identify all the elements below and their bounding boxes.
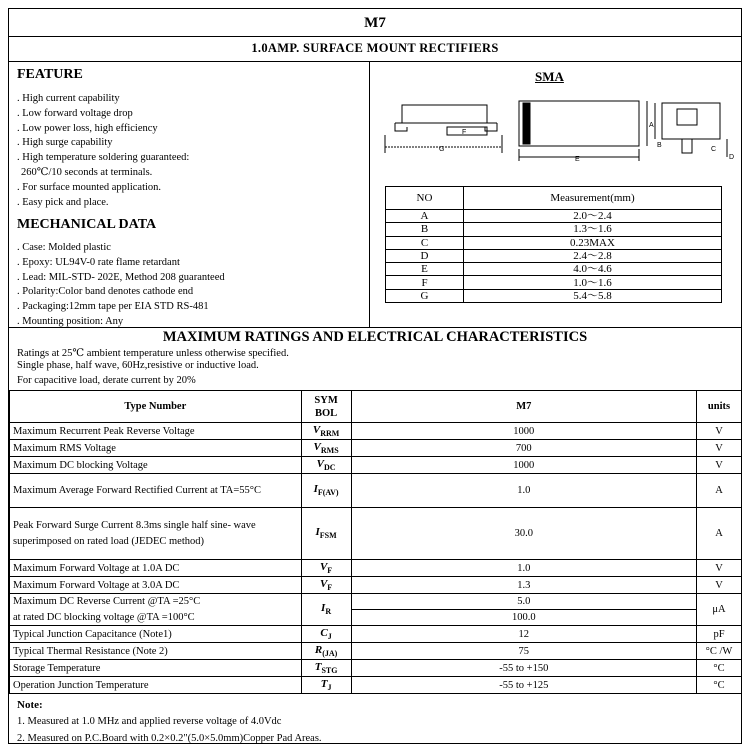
package-title: SMA: [535, 69, 564, 84]
table-row: [10, 660, 742, 677]
mechanical-list: [17, 241, 225, 330]
top-view: [519, 101, 647, 161]
symbol-subscript: RRM: [320, 429, 340, 439]
mechanical-item: . Mounting position: Any: [17, 315, 124, 327]
unit-cell: °C /W: [697, 643, 742, 660]
table-row: [386, 289, 722, 302]
symbol-subscript: F: [327, 583, 333, 593]
unit-cell: A: [697, 474, 742, 508]
page-title: M7: [364, 15, 386, 31]
value-cell: 1000: [351, 457, 696, 474]
dim-value: 2.0～2.4: [464, 210, 722, 223]
dim-no: G: [386, 289, 464, 302]
feature-item: . Easy pick and place.: [17, 196, 109, 208]
table-row: [10, 626, 742, 643]
symbol-subscript: FSM: [319, 531, 337, 541]
symbol-subscript: J: [327, 632, 332, 642]
symbol-letter: I: [321, 602, 326, 615]
symbol-cell: [301, 440, 351, 457]
symbol-cell: [301, 677, 351, 694]
dim-label-b: B: [657, 142, 662, 149]
table-row: [10, 577, 742, 594]
param-cell: at rated DC blocking voltage @TA =100°C: [10, 610, 302, 626]
divider: [9, 36, 741, 37]
unit-cell: V: [697, 440, 742, 457]
dim-no: F: [386, 276, 464, 289]
table-row: [10, 423, 742, 440]
section-divider: [369, 61, 370, 327]
table-row: [386, 236, 722, 249]
param-cell: Typical Thermal Resistance (Note 2): [10, 643, 302, 660]
mechanical-item: . Polarity:Color band denotes cathode end: [17, 286, 194, 298]
symbol-letter: I: [313, 483, 318, 496]
mechanical-item: . Packaging:12mm tape per EIA STD RS-481: [17, 301, 209, 313]
package-outline-diagram: [377, 89, 737, 171]
dim-value: 4.0～4.6: [464, 263, 722, 276]
value-cell: 100.0: [351, 610, 696, 626]
unit-cell: V: [697, 457, 742, 474]
divider: [9, 61, 741, 62]
table-row-reverse-current: [10, 594, 742, 610]
unit-cell: A: [697, 508, 742, 560]
dim-label-f: F: [462, 129, 467, 136]
symbol-letter: T: [314, 660, 322, 673]
dim-label-e: E: [575, 156, 580, 163]
feature-item: . Low power loss, high efficiency: [17, 122, 158, 134]
unit-cell: V: [697, 423, 742, 440]
param-cell: Typical Junction Capacitance (Note1): [10, 626, 302, 643]
header-type: Type Number: [10, 391, 302, 423]
dim-no: B: [386, 223, 464, 236]
feature-heading: FEATURE: [17, 67, 83, 82]
feature-item: 260℃/10 seconds at terminals.: [21, 166, 153, 178]
dim-label-c: C: [711, 146, 717, 153]
symbol-subscript: J: [327, 683, 332, 693]
table-row: [386, 276, 722, 289]
dim-value: 0.23MAX: [464, 236, 722, 249]
unit-cell: V: [697, 577, 742, 594]
symbol-letter: V: [319, 577, 328, 590]
value-cell: 1.0: [351, 560, 696, 577]
param-cell: Peak Forward Surge Current 8.3ms single half sine- wave superimposed on rated load (JEDEC method): [10, 508, 302, 560]
value-cell: 1000: [351, 423, 696, 440]
table-row: [10, 508, 742, 560]
note-item: 2. Measured on P.C.Board with 0.2×0.2"(5.0×5.0mm)Copper Pad Areas.: [17, 733, 322, 744]
value-cell: 1.3: [351, 577, 696, 594]
param-cell: Maximum Forward Voltage at 1.0A DC: [10, 560, 302, 577]
symbol-cell: [301, 594, 351, 626]
symbol-cell: [301, 626, 351, 643]
param-cell: Storage Temperature: [10, 660, 302, 677]
symbol-letter: V: [313, 440, 321, 453]
unit-cell: °C: [697, 677, 742, 694]
symbol-letter: T: [320, 677, 328, 690]
end-view: [655, 103, 727, 157]
datasheet-page: [8, 8, 742, 744]
value-cell: 30.0: [351, 508, 696, 560]
symbol-letter: I: [315, 526, 320, 539]
symbol-cell: [301, 560, 351, 577]
dim-no: D: [386, 249, 464, 262]
symbol-subscript: R: [325, 607, 332, 617]
dim-value: 2.4～2.8: [464, 249, 722, 262]
value-cell: -55 to +125: [351, 677, 696, 694]
dim-value: 1.0～1.6: [464, 276, 722, 289]
param-cell: Maximum DC Reverse Current @TA =25°C: [10, 594, 302, 610]
table-row: [10, 440, 742, 457]
param-cell: Maximum DC blocking Voltage: [10, 457, 302, 474]
header-model: M7: [351, 391, 696, 423]
symbol-subscript: F: [327, 566, 333, 576]
mechanical-item: . Case: Molded plastic: [17, 242, 111, 253]
unit-cell: °C: [697, 660, 742, 677]
symbol-letter: V: [316, 457, 324, 470]
symbol-letter: R: [314, 643, 323, 656]
table-row: [10, 643, 742, 660]
symbol-cell: [301, 643, 351, 660]
param-cell: Operation Junction Temperature: [10, 677, 302, 694]
unit-cell: V: [697, 560, 742, 577]
table-header-row: [10, 391, 742, 423]
value-cell: 1.0: [351, 474, 696, 508]
dim-value: 1.3～1.6: [464, 223, 722, 236]
mechanical-heading: MECHANICAL DATA: [17, 217, 157, 232]
symbol-cell: [301, 423, 351, 440]
notes-heading: Note:: [17, 699, 43, 711]
param-cell: Maximum RMS Voltage: [10, 440, 302, 457]
symbol-subscript: RMS: [320, 446, 339, 456]
dim-label-d: D: [729, 154, 735, 161]
feature-item: . For surface mounted application.: [17, 181, 162, 193]
symbol-letter: C: [320, 626, 328, 639]
symbol-letter: V: [319, 560, 328, 573]
ratings-heading: MAXIMUM RATINGS AND ELECTRICAL CHARACTERISTICS: [162, 329, 588, 345]
unit-cell: μA: [697, 594, 742, 626]
table-row: [10, 560, 742, 577]
table-row-reverse-current: [10, 610, 742, 626]
feature-item: . High surge capability: [17, 137, 113, 149]
symbol-cell: [301, 474, 351, 508]
table-row: [386, 210, 722, 223]
symbol-cell: [301, 508, 351, 560]
ratings-condition: Ratings at 25℃ ambient temperature unless otherwise specified.: [17, 348, 289, 359]
feature-item: . Low forward voltage drop: [17, 107, 133, 119]
divider: [9, 327, 741, 328]
ratings-condition: Single phase, half wave, 60Hz,resistive or inductive load.: [17, 360, 259, 371]
dim-no: C: [386, 236, 464, 249]
value-cell: -55 to +150: [351, 660, 696, 677]
page-subtitle: 1.0AMP. SURFACE MOUNT RECTIFIERS: [251, 41, 499, 55]
dim-value: 5.4～5.8: [464, 289, 722, 302]
value-cell: 12: [351, 626, 696, 643]
dim-no: E: [386, 263, 464, 276]
table-row: [10, 677, 742, 694]
feature-item: . High temperature soldering guaranteed:: [17, 152, 190, 164]
header-no: NO: [386, 187, 464, 210]
note-item: 1. Measured at 1.0 MHz and applied reverse voltage of 4.0Vdc: [17, 716, 282, 727]
mechanical-item: . Epoxy: UL94V-0 rate flame retardant: [17, 256, 180, 268]
feature-item: . High current capability: [17, 93, 120, 104]
table-row: [10, 457, 742, 474]
symbol-cell: [301, 660, 351, 677]
ratings-table: [9, 390, 742, 694]
value-cell: 700: [351, 440, 696, 457]
feature-list: [17, 92, 189, 210]
dim-label-g: G: [439, 146, 445, 153]
table-row: [386, 263, 722, 276]
table-row: [10, 474, 742, 508]
symbol-cell: [301, 457, 351, 474]
value-cell: 75: [351, 643, 696, 660]
header-sym: SYM BOL: [301, 391, 351, 423]
dim-label-a: A: [649, 122, 654, 129]
symbol-subscript: F(AV): [317, 488, 339, 498]
table-row: [386, 249, 722, 262]
symbol-letter: V: [312, 423, 321, 436]
symbol-subscript: DC: [323, 463, 336, 473]
param-cell: Maximum Average Forward Rectified Current at TA=55°C: [10, 474, 302, 508]
symbol-subscript: (JA): [322, 649, 338, 659]
header-units: units: [697, 391, 742, 423]
unit-cell: pF: [697, 626, 742, 643]
param-cell: Maximum Forward Voltage at 3.0A DC: [10, 577, 302, 594]
table-row: [386, 223, 722, 236]
header-measurement: Measurement(mm): [464, 187, 722, 210]
value-cell: 5.0: [351, 594, 696, 610]
dimension-table: [385, 186, 722, 303]
mechanical-item: . Lead: MIL-STD- 202E, Method 208 guaranteed: [17, 271, 225, 283]
symbol-subscript: STG: [321, 666, 338, 676]
param-cell: Maximum Recurrent Peak Reverse Voltage: [10, 423, 302, 440]
symbol-cell: [301, 577, 351, 594]
table-header-row: [386, 187, 722, 210]
dim-no: A: [386, 210, 464, 223]
ratings-condition: For capacitive load, derate current by 20%: [17, 375, 196, 386]
